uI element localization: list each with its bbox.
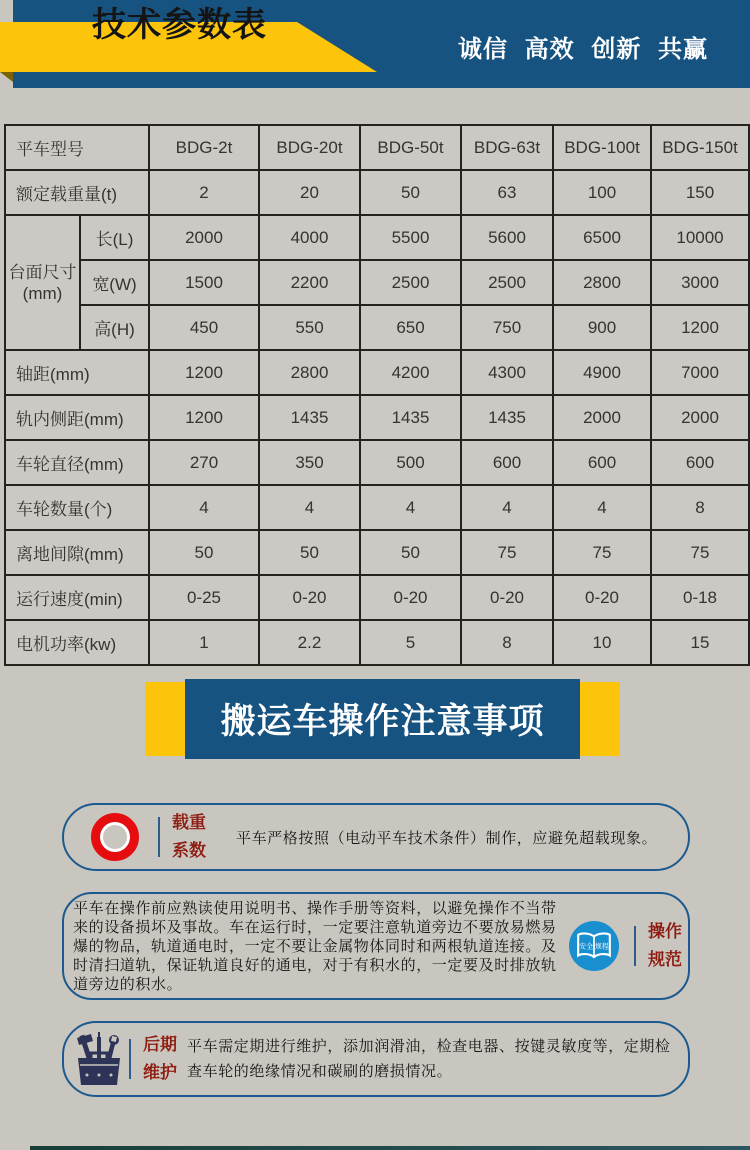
section-banner-title: 搬运车操作注意事项 xyxy=(220,702,545,741)
spec-value-cell: 10000 xyxy=(651,215,749,260)
row-label: 额定载重量(t) xyxy=(5,170,149,215)
spec-value-cell: 1200 xyxy=(149,395,259,440)
row-label: 车轮数量(个) xyxy=(5,485,149,530)
spec-value-cell: 5600 xyxy=(461,215,553,260)
spec-value-cell: 500 xyxy=(360,440,461,485)
spec-value-cell: 100 xyxy=(553,170,651,215)
divider xyxy=(129,1039,131,1079)
spec-value-cell: 2000 xyxy=(149,215,259,260)
table-row xyxy=(5,485,749,530)
table-row xyxy=(5,215,749,260)
spec-value-cell: 20 xyxy=(259,170,360,215)
model-cell: BDG-50t xyxy=(360,125,461,170)
spec-value-cell: 4 xyxy=(259,485,360,530)
spec-value-cell: 5500 xyxy=(360,215,461,260)
spec-value-cell: 75 xyxy=(461,530,553,575)
spec-value-cell: 15 xyxy=(651,620,749,665)
note-maintenance xyxy=(62,1021,690,1097)
toolbox-glyph xyxy=(75,1031,123,1087)
table-row xyxy=(5,530,749,575)
bottom-strip xyxy=(30,1146,750,1150)
spec-value-cell: 2800 xyxy=(259,350,360,395)
spec-value-cell: 450 xyxy=(149,305,259,350)
table-row xyxy=(5,350,749,395)
model-header-cell: 平车型号 xyxy=(5,125,149,170)
spec-value-cell: 2 xyxy=(149,170,259,215)
spec-value-cell: 4200 xyxy=(360,350,461,395)
note-load-factor xyxy=(62,803,690,871)
row-sub-label: 宽(W) xyxy=(80,260,149,305)
spec-value-cell: 4 xyxy=(149,485,259,530)
spec-value-cell: 6500 xyxy=(553,215,651,260)
spec-value-cell: 1200 xyxy=(651,305,749,350)
safety-book-icon xyxy=(569,921,619,971)
row-label: 轨内侧距(mm) xyxy=(5,395,149,440)
note-label-line: 载重 xyxy=(172,813,206,832)
row-group-label: 台面尺寸 (mm) xyxy=(5,215,80,350)
table-row xyxy=(5,170,749,215)
spec-value-cell: 4900 xyxy=(553,350,651,395)
spec-value-cell: 270 xyxy=(149,440,259,485)
spec-value-cell: 750 xyxy=(461,305,553,350)
divider xyxy=(158,817,160,857)
spec-value-cell: 8 xyxy=(651,485,749,530)
spec-value-cell: 600 xyxy=(553,440,651,485)
table-row xyxy=(5,440,749,485)
note-label-line: 操作 xyxy=(648,922,682,941)
row-label: 离地间隙(mm) xyxy=(5,530,149,575)
spec-value-cell: 900 xyxy=(553,305,651,350)
spec-value-cell: 2000 xyxy=(553,395,651,440)
spec-value-cell: 2200 xyxy=(259,260,360,305)
note-label-line: 规范 xyxy=(648,950,682,969)
spec-value-cell: 4 xyxy=(461,485,553,530)
note-label-line: 维护 xyxy=(143,1063,177,1082)
row-label: 车轮直径(mm) xyxy=(5,440,149,485)
spec-value-cell: 1435 xyxy=(259,395,360,440)
book-text-left: 安全 xyxy=(579,943,593,951)
spec-value-cell: 350 xyxy=(259,440,360,485)
spec-value-cell: 0-20 xyxy=(553,575,651,620)
spec-value-cell: 1500 xyxy=(149,260,259,305)
divider xyxy=(634,926,636,966)
spec-value-cell: 2.2 xyxy=(259,620,360,665)
spec-value-cell: 75 xyxy=(553,530,651,575)
table-row xyxy=(5,575,749,620)
table-row xyxy=(5,260,749,305)
table-row xyxy=(5,125,749,170)
page-title: 技术参数表 xyxy=(92,6,267,44)
spec-value-cell: 650 xyxy=(360,305,461,350)
spec-value-cell: 2500 xyxy=(360,260,461,305)
model-cell: BDG-20t xyxy=(259,125,360,170)
spec-value-cell: 0-20 xyxy=(259,575,360,620)
spec-value-cell: 75 xyxy=(651,530,749,575)
spec-value-cell: 10 xyxy=(553,620,651,665)
row-label: 电机功率(kw) xyxy=(5,620,149,665)
book-text-right: 规程 xyxy=(595,943,609,951)
spec-value-cell: 5 xyxy=(360,620,461,665)
spec-value-cell: 0-20 xyxy=(360,575,461,620)
note-operation-text: 平车在操作前应熟读使用说明书、操作手册等资料，以避免操作不当带来的设备损坏及事故。车在运行时，一定要注意轨道旁边不要放易燃易爆的物品，轨道通电时，一定不要让金属物体同时和两根轨道连接。及时清扫道轨，保证轨道良好的通电，对于有积水的，一定要及时排放轨道旁边的积水。 xyxy=(73,899,557,993)
note-operation xyxy=(62,892,690,1000)
spec-value-cell: 3000 xyxy=(651,260,749,305)
note-operation-label xyxy=(648,918,682,974)
row-sub-label: 长(L) xyxy=(80,215,149,260)
spec-value-cell: 50 xyxy=(360,170,461,215)
spec-value-cell: 63 xyxy=(461,170,553,215)
spec-value-cell: 50 xyxy=(149,530,259,575)
spec-value-cell: 7000 xyxy=(651,350,749,395)
spec-value-cell: 1200 xyxy=(149,350,259,395)
model-cell: BDG-63t xyxy=(461,125,553,170)
spec-value-cell: 2800 xyxy=(553,260,651,305)
spec-value-cell: 0-25 xyxy=(149,575,259,620)
spec-value-cell: 600 xyxy=(651,440,749,485)
spec-value-cell: 4 xyxy=(360,485,461,530)
spec-value-cell: 0-20 xyxy=(461,575,553,620)
spec-value-cell: 2500 xyxy=(461,260,553,305)
note-maintenance-text: 平车需定期进行维护，添加润滑油，检查电器、按键灵敏度等，定期检查车轮的绝缘情况和碳刷的磨损情况。 xyxy=(187,1038,671,1080)
note-label-line: 后期 xyxy=(143,1035,177,1054)
toolbox-icon xyxy=(75,1031,123,1087)
ribbon-fold xyxy=(0,72,13,82)
row-sub-label: 高(H) xyxy=(80,305,149,350)
note-load-factor-text: 平车严格按照（电动平车技术条件）制作，应避免超载现象。 xyxy=(236,829,658,847)
spec-value-cell: 50 xyxy=(360,530,461,575)
spec-value-cell: 50 xyxy=(259,530,360,575)
spec-value-cell: 1435 xyxy=(461,395,553,440)
note-label-line: 系数 xyxy=(172,841,206,860)
spec-value-cell: 600 xyxy=(461,440,553,485)
model-cell: BDG-2t xyxy=(149,125,259,170)
spec-value-cell: 4000 xyxy=(259,215,360,260)
table-row xyxy=(5,620,749,665)
spec-value-cell: 4 xyxy=(553,485,651,530)
row-label: 运行速度(min) xyxy=(5,575,149,620)
open-book-glyph xyxy=(575,931,613,961)
spec-value-cell: 8 xyxy=(461,620,553,665)
table-row xyxy=(5,305,749,350)
note-maintenance-label xyxy=(143,1031,177,1087)
note-load-factor-label xyxy=(172,809,206,865)
spec-table xyxy=(4,124,750,666)
model-cell: BDG-100t xyxy=(553,125,651,170)
spec-value-cell: 0-18 xyxy=(651,575,749,620)
spec-value-cell: 1435 xyxy=(360,395,461,440)
model-cell: BDG-150t xyxy=(651,125,749,170)
spec-value-cell: 150 xyxy=(651,170,749,215)
spec-value-cell: 1 xyxy=(149,620,259,665)
spec-value-cell: 4300 xyxy=(461,350,553,395)
section-banner xyxy=(185,679,580,759)
row-label: 轴距(mm) xyxy=(5,350,149,395)
spec-value-cell: 550 xyxy=(259,305,360,350)
load-ring-icon xyxy=(91,813,139,861)
table-row xyxy=(5,395,749,440)
spec-value-cell: 2000 xyxy=(651,395,749,440)
header-slogan: 诚信 高效 创新 共赢 xyxy=(457,36,708,63)
